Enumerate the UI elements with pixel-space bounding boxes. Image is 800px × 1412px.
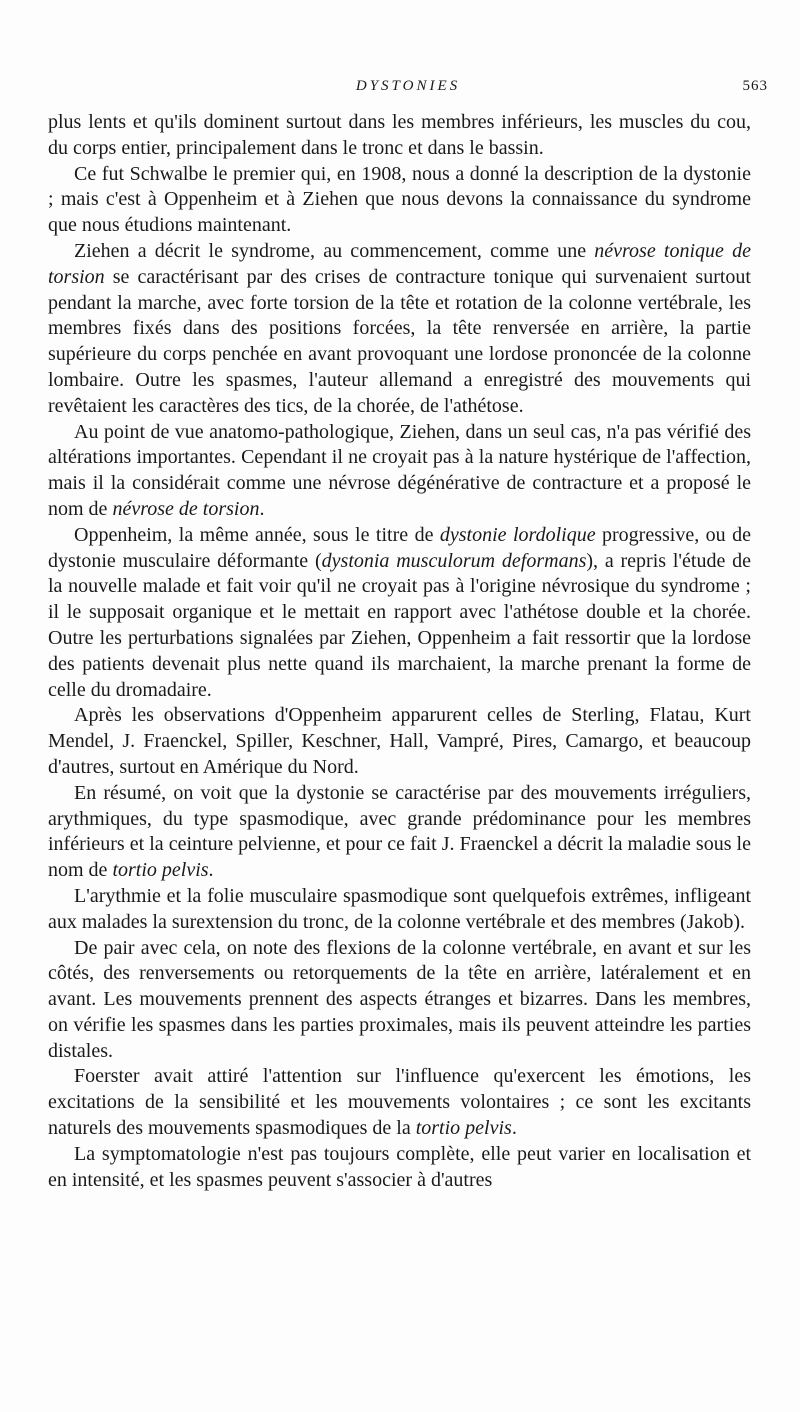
text-run: L'arythmie et la folie musculaire spasmodique sont quelquefois extrêmes, infligeant aux malades la surextension du tronc, de la colonne vertébrale et des membres (Jakob). — [48, 884, 751, 933]
text-run: se caractérisant par des crises de contracture tonique qui survenaient surtout pendant la marche, avec forte torsion de la tête et rotation de la colonne vertébrale, les membres fixés dans des positions forcées, la tête renversée en arrière, la partie supérieure du corps penchée en avant provoquant une lordose prononcée de la colonne lombaire. Outre les spasmes, l'auteur allemand a enregistré des mouvements qui revêtaient les caractères des tics, de la chorée, de l'athétose. — [48, 265, 751, 417]
text-run: Oppenheim, la même année, sous le titre de — [74, 523, 440, 546]
paragraph — [48, 1064, 751, 1141]
text-run: . — [511, 1117, 517, 1140]
paragraph — [48, 703, 751, 780]
paragraph — [48, 239, 751, 420]
paragraph — [48, 936, 751, 1065]
italic-term: tortio pelvis — [112, 859, 209, 882]
paragraph — [48, 884, 751, 936]
text-run: En résumé, on voit que la dystonie se caractérise par des mouvements irréguliers, arythmiques, du type spasmodique, avec grande prédominance pour les membres inférieurs et la ceinture pelvienne, et pour ce fait J. Fraenckel a décrit la maladie sous le nom de — [48, 781, 751, 882]
text-run: . — [259, 497, 265, 520]
text-run: . — [208, 859, 214, 882]
paragraph — [48, 162, 751, 239]
paragraph — [48, 110, 751, 162]
italic-term: dystonie lordolique — [439, 523, 596, 546]
text-run: Au point de vue anatomo-pathologique, Ziehen, dans un seul cas, n'a pas vérifié des altérations importantes. Cependant il ne croyait pas à la nature hystérique de l'affection, mais il la considérait comme une névrose dégénérative de contracture et a proposé le nom de — [48, 420, 751, 520]
text-run: De pair avec cela, on note des flexions de la colonne vertébrale, en avant et sur les côtés, des renversements ou retorquements de la tête en arrière, latéralement et en avant. Les mouvements prennent des aspects étranges et bizarres. Dans les membres, on vérifie les spasmes dans les parties proximales, mais ils peuvent atteindre les parties distales. — [48, 936, 751, 1062]
text-run: Ce fut Schwalbe le premier qui, en 1908, nous a donné la description de la dystonie ; mais c'est à Oppenheim et à Ziehen que nous devons la connaissance du syndrome que nous étudions maintenant. — [48, 162, 751, 237]
page-number: 563 — [742, 78, 768, 94]
paragraph — [48, 420, 751, 523]
running-head — [48, 78, 768, 102]
italic-term: dystonia musculorum deformans — [321, 549, 587, 572]
running-title: DYSTONIES — [355, 78, 461, 94]
text-run: La symptomatologie n'est pas toujours complète, elle peut varier en localisation et en intensité, et les spasmes peuvent s'associer à d'autres — [48, 1142, 751, 1191]
text-run: Après les observations d'Oppenheim apparurent celles de Sterling, Flatau, Kurt Mendel, J. Fraenckel, Spiller, Keschner, Hall, Vampré, Pires, Camargo, et beaucoup d'autres, surtout en Amérique du Nord. — [48, 704, 751, 778]
text-run: plus lents et qu'ils dominent surtout dans les membres inférieurs, les muscles du cou, du corps entier, principalement dans le tronc et dans le bassin. — [48, 111, 751, 159]
paragraph — [48, 781, 751, 884]
italic-term: névrose tonique de torsion — [48, 239, 751, 288]
text-run: progressive, ou de dystonie musculaire déformante ( — [48, 523, 751, 572]
text-run: Ziehen a décrit le syndrome, au commencement, comme une — [74, 239, 595, 262]
paragraph — [48, 523, 751, 704]
italic-term: tortio pelvis — [415, 1117, 512, 1140]
italic-term: névrose de torsion — [112, 497, 260, 520]
text-run: ), a repris l'étude de la nouvelle malade et fait voir qu'il ne croyait pas à l'origine névrosique du syndrome ; il le supposait organique et le mettait en rapport avec l'athétose double et la chorée. Outre les perturbations signalées par Ziehen, Oppenheim a fait ressortir que la lordose des patients devenait plus nette quand ils marchaient, la marche prenant la forme de celle du dromadaire. — [48, 549, 752, 701]
text-run: Foerster avait attiré l'attention sur l'influence qu'exercent les émotions, les excitations de la sensibilité et les mouvements volontaires ; ce sont les excitants naturels des mouvements spasmodiques de la — [48, 1065, 751, 1140]
body-text — [48, 110, 751, 1193]
paragraph — [48, 1142, 751, 1194]
